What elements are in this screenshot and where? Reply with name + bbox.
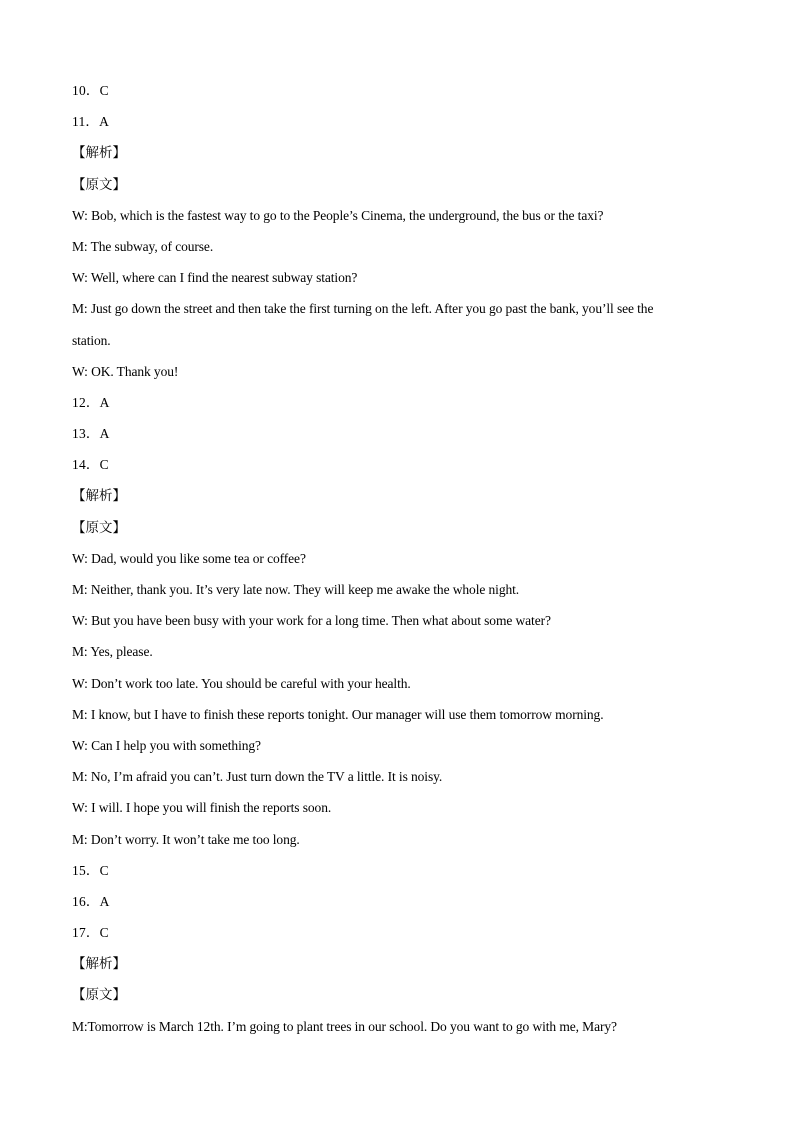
- dialogue-line: M: Don’t worry. It won’t take me too long.: [72, 831, 300, 847]
- answer-line: 15．C: [72, 862, 109, 878]
- section-heading: 【解析】: [72, 145, 126, 162]
- answer-line: 11．A: [72, 114, 110, 130]
- answer-line: 13．A: [72, 426, 110, 442]
- dialogue-line: W: Well, where can I find the nearest subway station?: [72, 270, 358, 286]
- section-heading: 【解析】: [72, 956, 126, 973]
- dialogue-line: M: I know, but I have to finish these reports tonight. Our manager will use them tomorrow morning.: [72, 706, 604, 722]
- dialogue-line: W: Don’t work too late. You should be careful with your health.: [72, 675, 411, 691]
- answer-line: 14．C: [72, 457, 109, 473]
- dialogue-line: M: The subway, of course.: [72, 238, 214, 254]
- dialogue-line: M: No, I’m afraid you can’t. Just turn down the TV a little. It is noisy.: [72, 769, 443, 785]
- dialogue-line: station.: [72, 332, 111, 348]
- dialogue-line: W: I will. I hope you will finish the reports soon.: [72, 800, 332, 816]
- answer-line: 17．C: [72, 925, 109, 941]
- answer-line: 10．C: [72, 83, 109, 98]
- dialogue-line: M: Neither, thank you. It’s very late now. They will keep me awake the whole night.: [72, 582, 520, 597]
- dialogue-line: W: Dad, would you like some tea or coffee?: [72, 550, 306, 566]
- dialogue-line: W: Can I help you with something?: [72, 737, 261, 753]
- document-page: [72, 79, 722, 1046]
- dialogue-line: W: Bob, which is the fastest way to go to the People’s Cinema, the underground, the bus or the taxi?: [72, 207, 604, 223]
- section-heading: 【解析】: [72, 488, 126, 505]
- answer-line: 16．A: [72, 893, 110, 909]
- dialogue-line: W: OK. Thank you!: [72, 363, 179, 379]
- section-heading: 【原文】: [72, 519, 126, 536]
- dialogue-line: M:Tomorrow is March 12th. I’m going to plant trees in our school. Do you want to go with me, Mary?: [72, 1018, 617, 1034]
- dialogue-line: W: But you have been busy with your work for a long time. Then what about some water?: [72, 613, 551, 629]
- dialogue-line: M: Yes, please.: [72, 644, 153, 660]
- section-heading: 【原文】: [72, 176, 126, 193]
- dialogue-line: M: Just go down the street and then take the first turning on the left. After you go past the bank, you’ll see the: [72, 301, 654, 317]
- answer-line: 12．A: [72, 394, 110, 410]
- section-heading: 【原文】: [72, 987, 126, 1004]
